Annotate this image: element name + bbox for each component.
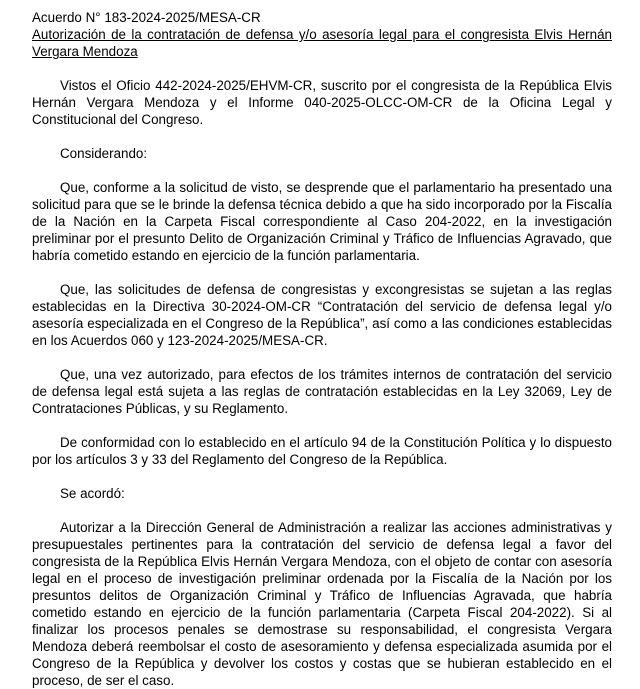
paragraph-considerando-2: Que, las solicitudes de defensa de congresistas y excongresistas se sujetan a las reglas establecidas en la Directiva 30-2024-OM-CR “Contratación del servicio de defensa legal y/o asesoría especializada en el Congreso de la República”, así como a las condiciones establecidas en los Acuerdos 060 y 123-2024-2025/MESA-CR. bbox=[32, 282, 612, 348]
paragraph-vistos: Vistos el Oficio 442-2024-2025/EHVM-CR, suscrito por el congresista de la República Elvis Hernán Vergara Mendoza y el Informe 040-2025-OLCC-OM-CR de la Oficina Legal y Constitucional del Congreso. bbox=[32, 78, 612, 127]
agreement-subject: Autorización de la contratación de defensa y/o asesoría legal para el congresista Elvis Hernán Vergara Mendoza bbox=[32, 27, 612, 59]
paragraph-se-acordo-label: Se acordó: bbox=[60, 486, 125, 501]
paragraph-conformidad: De conformidad con lo establecido en el artículo 94 de la Constitución Política y lo dispuesto por los artículos 3 y 33 del Reglamento del Congreso de la República. bbox=[32, 435, 612, 467]
agreement-number-heading: Acuerdo N° 183-2024-2025/MESA-CR bbox=[32, 10, 261, 25]
paragraph-considerando-3: Que, una vez autorizado, para efectos de los trámites internos de contratación del servicio de defensa legal está sujeta a las reglas de contratación establecidas en la Ley 32069, Ley de Contrataciones Públicas, y su Reglamento. bbox=[32, 367, 612, 416]
paragraph-considerando-label: Considerando: bbox=[60, 146, 148, 161]
paragraph-resolution: Autorizar a la Dirección General de Administración a realizar las acciones administrativas y presupuestales pertinentes para la contratación del servicio de defensa legal a favor del congresista de la República Elvis Hernán Vergara Mendoza, con el objeto de contar con asesoría legal en el proceso de investigación preliminar ordenada por la Fiscalía de la Nación por los presuntos delitos de Organización Criminal y Tráfico de Influencias Agravada, que habría cometido estando en ejercicio de la función parlamentaria (Carpeta Fiscal 204-2022). Si al finalizar los procesos penales se demostrase su responsabilidad, el congresista Vergara Mendoza deberá reembolsar el costo de asesoramiento y defensa especializada asumida por el Congreso de la República y devolver los costos y costas que se hubieran establecido en el proceso, de ser el caso. bbox=[32, 520, 612, 688]
paragraph-considerando-1: Que, conforme a la solicitud de visto, se desprende que el parlamentario ha presentado una solicitud para que se le brinde la defensa técnica debido a que ha sido incorporado por la Fiscalía de la Nación en la Carpeta Fiscal correspondiente al Caso 204-2022, en la investigación preliminar por el presunto Delito de Organización Criminal y Tráfico de Influencias Agravado, que habría cometido estando en ejercicio de la función parlamentaria. bbox=[32, 180, 612, 263]
